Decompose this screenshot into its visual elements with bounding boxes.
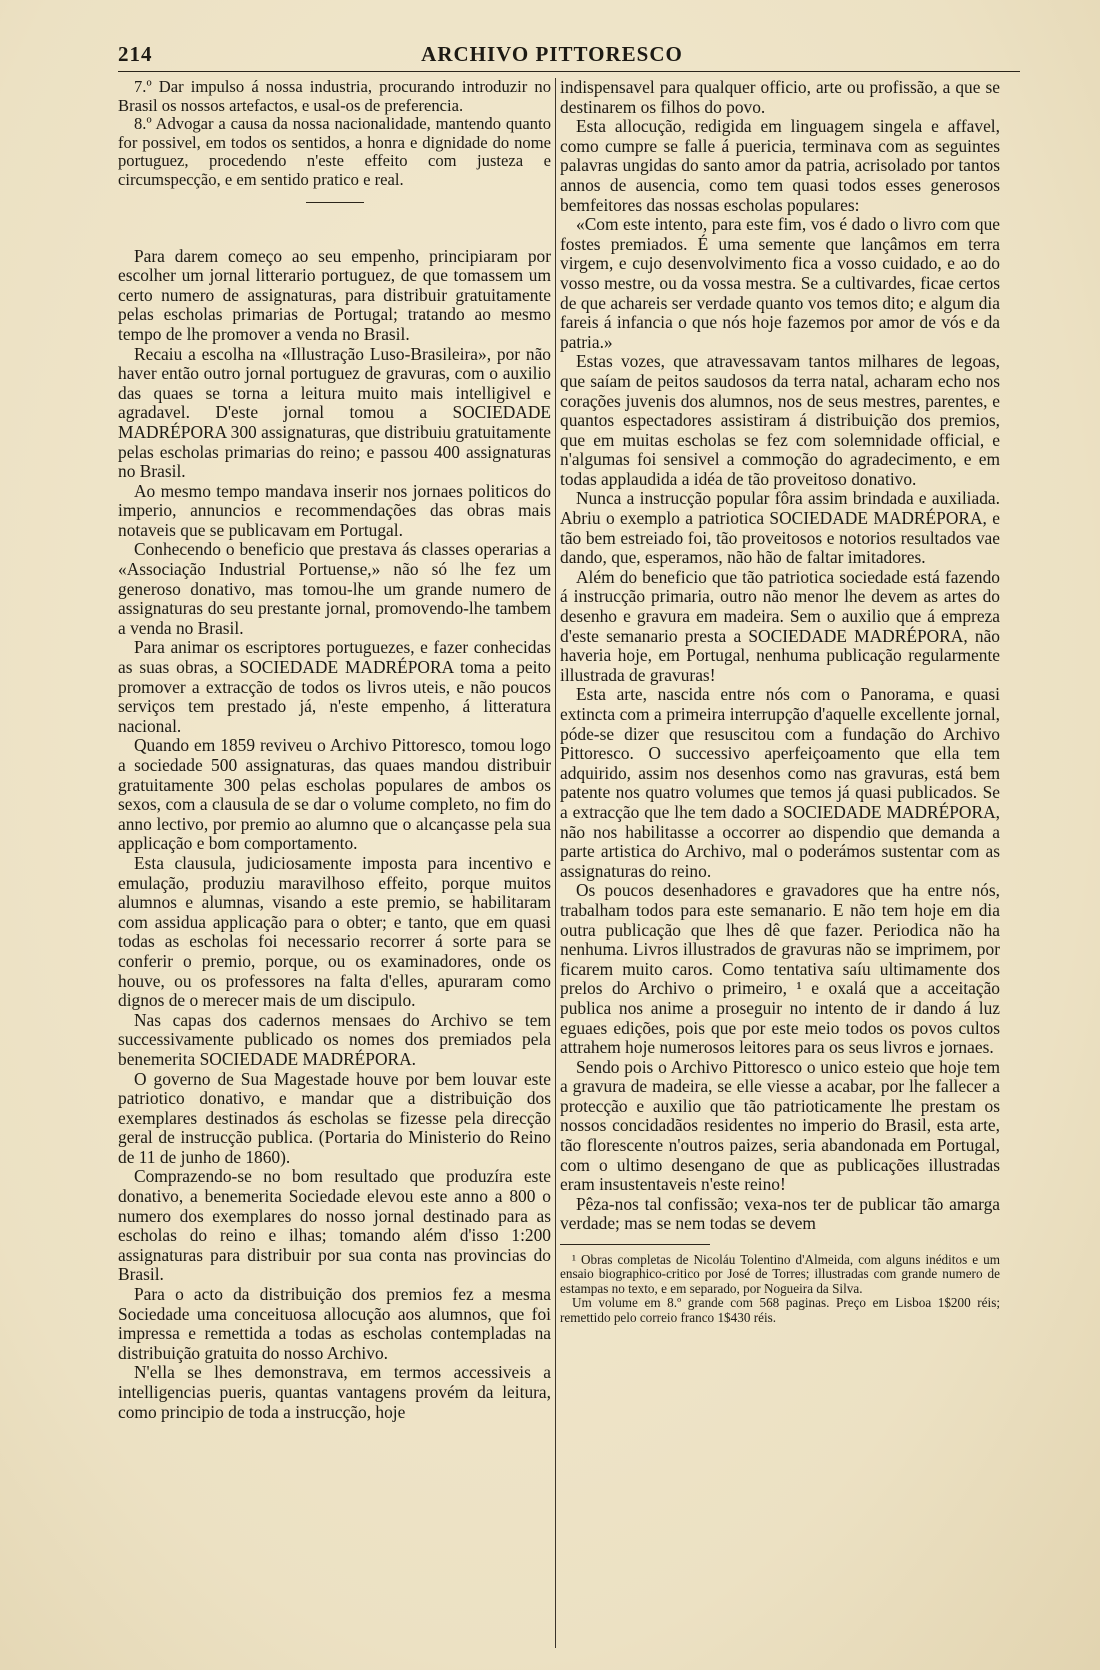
paragraph: Conhecendo o beneficio que prestava ás classes operarias a «Associação Industrial Portuense,» não só lhe fez um generoso donativo, mas tomou-lhe um grande numero de assignaturas do seu prestante jornal, promovendo-lhe tambem a venda no Brasil. [118,539,551,638]
paragraph: Para darem começo ao seu empenho, principiaram por escolher um jornal litterario portuguez, de que tomassem um certo numero de assignaturas, para distribuir gratuitamente pelas escholas primarias de Portugal; tratando ao mesmo tempo de lhe promover a venda no Brasil. [118,245,551,344]
paragraph: Nas capas dos cadernos mensaes do Archivo se tem successivamente publicado os nomes dos premiados pela benemerita SOCIEDADE MADRÉPORA. [118,1009,551,1069]
footnote: Um volume em 8.º grande com 568 paginas. Preço em Lisboa 1$200 réis; remettido pelo correio franco 1$430 réis. [560,1295,1000,1325]
paragraph: Ao mesmo tempo mandava inserir nos jornaes politicos do imperio, annuncios e recommendações das obras mais notaveis que se publicavam em Portugal. [118,480,551,540]
paragraph: Para animar os escriptores portuguezes, e fazer conhecidas as suas obras, a SOCIEDADE MADRÉPORA toma a peito promover a extracção de todos os livros uteis, e não poucos serviços tem prestado já, n'este empenho, á litteratura nacional. [118,637,551,736]
quoted-allocution: «Com este intento, para este fim, vos é dado o livro com que fostes premiados. É uma semente que lançâmos em terra virgem, e cujo desenvolvimento fica a vosso cuidado, e ao do vosso mestre, ou da vossa mestra. Se a cultivardes, ficae certos de que achareis ser verdade quanto vos temos dito; e algum dia fareis á infancia o que nós hoje fazemos por amor de vós e da patria.» [560,214,1000,352]
paragraph: Sendo pois o Archivo Pittoresco o unico esteio que hoje tem a gravura de madeira, se elle viesse a acabar, por lhe fallecer a protecção e auxilio que tão patrioticamente lhe prestam os nossos concidadãos residentes no imperio do Brasil, esta arte, tão florescente n'outros paizes, seria abandonada em Portugal, com o ultimo desengano de que as publicações illustradas eram insustentaveis n'este reino! [560,1056,1000,1195]
header-rule [118,71,1020,72]
paragraph: Esta clausula, judiciosamente imposta para incentivo e emulação, produziu maravilhoso effeito, porque muitos alumnos e alumnas, visando a este premio, se habilitaram com assidua applicação para o obter; e tanto, que em quasi todas as escholas foi necessario recorrer á sorte para se conferir o premio, porque, ou os examinadores, onde os houve, ou os professores na falta d'elles, apuraram como dignos de o merecer mais de um discipulo. [118,852,551,1011]
page-number: 214 [118,42,153,66]
paragraph: Para o acto da distribuição dos premios fez a mesma Sociedade uma conceituosa allocução aos alumnos, que foi impressa e remettida a todas as escholas contempladas na distribuição gratuita do nosso Archivo. [118,1284,551,1363]
paragraph: N'ella se lhes demonstrava, em termos accessiveis a intelligencias pueris, quantas vantagens provém da leitura, como principio de toda a instrucção, hoje [118,1362,551,1422]
list-item-7: 7.º Dar impulso á nossa industria, procurando introduzir no Brasil os nossos artefactos, e usal-os de preferencia. [118,77,551,115]
paragraph: O governo de Sua Magestade houve por bem louvar este patriotico donativo, e mandar que a distribuição dos exemplares destinados ás escholas se fizesse pela direcção geral de instrucção publica. (Portaria do Ministerio do Reino de 11 de junho de 1860). [118,1068,551,1167]
page-header [118,42,986,72]
paragraph: Nunca a instrucção popular fôra assim brindada e auxiliada. Abriu o exemplo a patriotica SOCIEDADE MADRÉPORA, e tão bem estreiado foi, tão proveitosos e notorios resultados vae dando, que, esperamos, não hão de faltar imitadores. [560,488,1000,568]
paragraph: Esta arte, nascida entre nós com o Panorama, e quasi extincta com a primeira interrupção d'aquelle excellente jornal, póde-se dizer que resuscitou com a fundação do Archivo Pittoresco. O successivo aperfeiçoamento que ella tem adquirido, assim nos desenhos como nas gravuras, está bem patente nos quatro volumes que temos já quasi publicados. Se a extracção que lhe tem dado a SOCIEDADE MADRÉPORA, não nos habilitasse a occorrer ao dispendio que demanda a parte artistica do Archivo, mal o poderámos sustentar com as assignaturas do reino. [560,684,1000,881]
footnote: ¹ Obras completas de Nicoláu Tolentino d'Almeida, com alguns inéditos e um ensaio biographico-critico por José de Torres; illustradas com grande numero de estampas no texto, e em separado, por Nogueira da Silva. [560,1252,1000,1296]
paragraph: Os poucos desenhadores e gravadores que ha entre nós, trabalham todos para este semanario. E não tem hoje em dia outra publicação que lhes dê que fazer. Periodica não ha nenhuma. Livros illustrados de gravuras não se imprimem, por ficarem muito caros. Como tentativa saíu ultimamente dos prelos do Archivo o primeiro, ¹ e oxalá que a acceitação publica nos anime a proseguir no intento de ir dando á luz eguaes edições, pois que por este meio todos os povos cultos attrahem hoje numerosos leitores para os seus livros e jornaes. [560,880,1000,1058]
footnotes [560,1253,1000,1325]
left-column [118,78,551,1422]
paragraph: indispensavel para qualquer officio, arte ou profissão, a que se destinarem os filhos do povo. [560,77,1000,117]
paragraph: Pêza-nos tal confissão; vexa-nos ter de publicar tão amarga verdade; mas se nem todas se devem [560,1193,1000,1234]
paragraph: Comprazendo-se no bom resultado que produzíra este donativo, a benemerita Sociedade elevou este anno a 800 o numero dos exemplares do nosso jornal destinado para as escholas do reino e ilhas; tomando além d'isso 1:200 assignaturas para distribuir por sua conta nas provincias do Brasil. [118,1166,551,1285]
column-rule [555,78,556,1648]
footnote-rule [560,1244,710,1245]
paragraph: Estas vozes, que atravessavam tantos milhares de legoas, que saíam de peitos saudosos da terra natal, acharam echo nos corações juvenis dos alumnos, nos de seus mestres, parentes, e quantos espectadores assistiram á distribuição dos premios, que em muitas escholas se fez com solemnidade official, e n'algumas foi sensivel a commoção do agradecimento, e em todas applaudida a idéa de tão proveitoso donativo. [560,351,1000,489]
running-title: ARCHIVO PITTORESCO [421,42,683,66]
paragraph: Além do beneficio que tão patriotica sociedade está fazendo á instrucção primaria, outro não menor lhe devem as artes do desenho e gravura em madeira. Sem o auxilio que á empreza d'este semanario presta a SOCIEDADE MADRÉPORA, não haveria hoje, em Portugal, nenhuma publicação regularmente illustrada de gravuras! [560,566,1000,685]
paragraph: Quando em 1859 reviveu o Archivo Pittoresco, tomou logo a sociedade 500 assignaturas, das quaes mandou distribuir gratuitamente 300 pelas escholas populares de ambos os sexos, com a clausula de se dar o volume completo, no fim do anno lectivo, por premio ao alumno que o alcançasse pela sua applicação e bom comportamento. [118,735,551,854]
paragraph: Esta allocução, redigida em linguagem singela e affavel, como cumpre se falle á puericia, terminava com as seguintes palavras ungidas do santo amor da patria, acrisolado por tantos annos de ausencia, como tem quasi todos esses generosos bemfeitores das nossas escholas populares: [560,116,1000,215]
right-column [560,78,1000,1325]
section-separator [306,202,364,203]
paragraph: Recaiu a escolha na «Illustração Luso-Brasileira», por não haver então outro jornal portuguez de gravuras, com o auxilio das quaes se torna a leitura muito mais intelligivel e agradavel. D'este jornal tomou a SOCIEDADE MADRÉPORA 300 assignaturas, que distribuiu gratuitamente pelas escholas primarias do reino; e passou 400 assignaturas no Brasil. [118,343,551,482]
list-item-8: 8.º Advogar a causa da nossa nacionalidade, mantendo quanto for possivel, em todos os sentidos, a honra e dignidade do nome portuguez, procedendo n'este effeito com justeza e circumspecção, e em sentido pratico e real. [118,114,551,189]
